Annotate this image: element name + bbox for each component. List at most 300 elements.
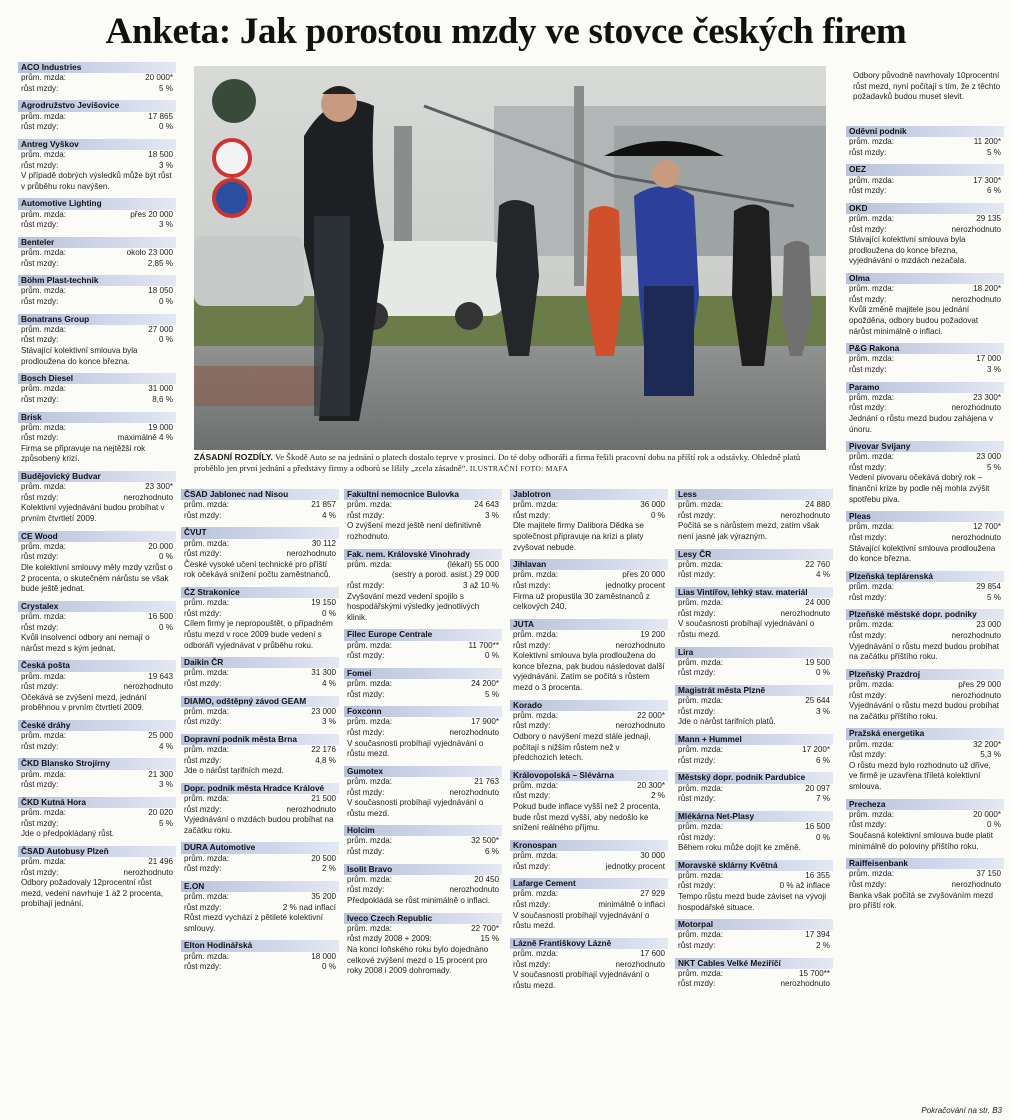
company-name: Brisk — [18, 412, 176, 423]
data-row — [846, 691, 1004, 702]
row-value: 4 % — [159, 741, 173, 751]
company-note: Banka však počítá se zvyšováním mezd pro příští rok. — [849, 890, 993, 911]
row-label: prům. mzda: — [849, 175, 894, 185]
company-note: Očekává se zvýšení mezd, jednání proběhnou v prvním čtvrtletí 2009. — [21, 692, 147, 713]
row-value: nerozhodnuto — [615, 640, 665, 650]
company-entry — [344, 913, 502, 977]
row-value: 0 % až inflace — [779, 881, 830, 891]
company-name: Královopolská – Slévárna — [510, 770, 668, 781]
row-value: 31 300 — [311, 668, 336, 678]
data-row — [510, 630, 668, 641]
row-label: prům. mzda: — [513, 889, 558, 899]
data-row — [344, 717, 502, 728]
row-label: růst mzdy: — [184, 962, 222, 972]
row-label: prům. mzda: — [513, 500, 558, 510]
company-entry — [181, 587, 339, 651]
row-value: 22 760 — [805, 559, 830, 569]
data-row — [846, 680, 1004, 691]
company-note: O zvýšení mezd ještě není definitivně rozhodnuto. — [347, 521, 482, 541]
row-value: 0 % — [651, 510, 665, 520]
row-value: maximálně 4 % — [117, 433, 173, 443]
company-entry — [846, 382, 1004, 436]
row-value: nerozhodnuto — [951, 403, 1001, 413]
data-row — [510, 500, 668, 511]
company-note: Kvůli změně majitele jsou jednání opožděna, odbory budou požadovat nárůst minimálně o inflaci. — [849, 305, 979, 336]
row-value: 18 050 — [148, 286, 173, 296]
company-name: Česká pošta — [18, 660, 176, 671]
data-row — [18, 819, 176, 830]
row-value: 29 854 — [976, 582, 1001, 592]
row-label: prům. mzda: — [849, 452, 894, 462]
row-label: růst mzdy: — [21, 682, 59, 692]
company-entry — [18, 314, 176, 368]
data-row — [344, 651, 502, 662]
row-label: růst mzdy: — [849, 879, 887, 889]
company-name: Foxconn — [344, 706, 502, 717]
row-value: nerozhodnuto — [951, 690, 1001, 700]
photo-credit: ILUSTRAČNÍ FOTO: MAFA — [469, 464, 569, 474]
data-row — [846, 620, 1004, 631]
row-label: růst mzdy: — [513, 900, 551, 910]
row-label: růst mzdy: — [21, 741, 59, 751]
row-value: 5,3 % — [980, 750, 1001, 760]
row-value: 21 500 — [311, 794, 336, 804]
data-row — [18, 672, 176, 683]
data-row — [344, 777, 502, 788]
data-row — [675, 500, 833, 511]
row-value: přes 29 000 — [958, 680, 1001, 690]
company-name: Jablotron — [510, 489, 668, 500]
row-value: jednotky procent — [605, 861, 665, 871]
company-name: Filec Europe Centrale — [344, 629, 502, 640]
company-entry — [18, 758, 176, 790]
company-name: ČZ Strakonice — [181, 587, 339, 598]
row-value: 20 500 — [311, 853, 336, 863]
company-entry — [344, 629, 502, 661]
company-name: ČKD Blansko Strojírny — [18, 758, 176, 769]
row-value: 21 857 — [311, 500, 336, 510]
company-name: ČKD Kutná Hora — [18, 797, 176, 808]
company-entry — [18, 846, 176, 910]
data-row — [18, 612, 176, 623]
row-value: 6 % — [485, 847, 499, 857]
company-name: Dopr. podnik města Hradce Králové — [181, 783, 339, 794]
row-value: 17 394 — [805, 930, 830, 940]
data-row — [344, 847, 502, 858]
row-label: prům. mzda: — [184, 500, 229, 510]
row-value: 20 000* — [973, 809, 1001, 819]
row-label: růst mzdy: — [513, 580, 551, 590]
row-value: 19 643 — [148, 671, 173, 681]
company-entry — [675, 587, 833, 641]
row-value: 3 % — [987, 364, 1001, 374]
row-label: prům. mzda: — [678, 696, 723, 706]
row-label: prům. mzda: — [21, 541, 66, 551]
data-row — [344, 836, 502, 847]
data-row — [18, 552, 176, 563]
data-row — [675, 707, 833, 718]
data-row — [846, 631, 1004, 642]
row-label: prům. mzda: — [21, 209, 66, 219]
row-label: prům. mzda: — [849, 354, 894, 364]
data-row — [344, 924, 502, 935]
row-value: nerozhodnuto — [615, 721, 665, 731]
company-note: Předpokládá se růst minimálně o inflaci. — [347, 896, 491, 906]
data-row — [510, 641, 668, 652]
row-label: prům. mzda: — [678, 598, 723, 608]
company-name: JUTA — [510, 619, 668, 630]
row-value: 2 % — [651, 791, 665, 801]
company-entry — [181, 734, 339, 777]
row-value: 22 700* — [471, 923, 499, 933]
company-name: Isolit Bravo — [344, 864, 502, 875]
data-row — [510, 889, 668, 900]
row-label: růst mzdy: — [849, 533, 887, 543]
row-label: růst mzdy: — [849, 750, 887, 760]
row-value: 35 200 — [311, 892, 336, 902]
company-name: Holcim — [344, 825, 502, 836]
row-value: 5 % — [159, 818, 173, 828]
company-entry — [18, 237, 176, 269]
row-label: prům. mzda: — [21, 769, 66, 779]
row-value: 17 000 — [976, 354, 1001, 364]
company-entry — [18, 471, 176, 525]
company-name: Mlékárna Net-Plasy — [675, 811, 833, 822]
row-value: 0 % — [159, 552, 173, 562]
row-value: 25 000 — [148, 731, 173, 741]
company-name: Pražská energetika — [846, 728, 1004, 739]
row-label: prům. mzda: — [21, 482, 66, 492]
row-value: 21 300 — [148, 769, 173, 779]
data-row — [846, 214, 1004, 225]
photo-caption — [194, 452, 826, 475]
row-value: nerozhodnuto — [951, 533, 1001, 543]
company-name: Fakultní nemocnice Bulovka — [344, 489, 502, 500]
row-label: prům. mzda: — [21, 731, 66, 741]
row-label: prům. mzda: — [184, 951, 229, 961]
row-label: růst mzdy: — [849, 631, 887, 641]
company-entry — [344, 864, 502, 907]
row-label: růst mzdy: — [347, 787, 385, 797]
company-name: CE Wood — [18, 531, 176, 542]
company-note: Počítá se s nárůstem mezd, zatím však není jasné jak výrazným. — [678, 521, 820, 541]
row-label: růst mzdy: — [678, 706, 716, 716]
row-value: 17 200* — [802, 745, 830, 755]
row-value: 2 % — [816, 941, 830, 951]
row-label: růst mzdy: — [347, 727, 385, 737]
data-row — [344, 690, 502, 701]
data-row — [675, 784, 833, 795]
data-row — [18, 325, 176, 336]
company-entry — [846, 728, 1004, 792]
data-row — [675, 658, 833, 669]
data-row — [18, 286, 176, 297]
row-value: nerozhodnuto — [615, 959, 665, 969]
company-note: Tempo růstu mezd bude záviset na vývoji hospodářské situace. — [678, 892, 827, 912]
company-entry — [846, 669, 1004, 723]
company-note: Cílem firmy je nepropouštět, o případném růstu mezd v roce 2009 bude vedení s odboráři vyjednávat v průběhu roku. — [184, 619, 333, 650]
data-row — [510, 949, 668, 960]
company-entry — [510, 619, 668, 694]
company-note: Kolektivní vyjednávání budou probíhat v prvním čtvrtletí 2009. — [21, 503, 165, 524]
data-row — [18, 857, 176, 868]
data-row — [18, 770, 176, 781]
company-name: Plzeňský Prazdroj — [846, 669, 1004, 680]
row-label: prům. mzda: — [849, 137, 894, 147]
row-label: prům. mzda: — [347, 678, 392, 688]
data-row — [181, 500, 339, 511]
row-label: růst mzdy: — [849, 294, 887, 304]
row-label: růst mzdy: — [184, 804, 222, 814]
data-row — [18, 542, 176, 553]
company-note: V současnosti probíhají vyjednávání o růstu mezd. — [347, 798, 484, 818]
company-entry — [344, 489, 502, 543]
row-value: 17 600 — [640, 949, 665, 959]
row-label: prům. mzda: — [347, 874, 392, 884]
data-row — [18, 742, 176, 753]
data-row — [675, 979, 833, 990]
row-label: růst mzdy: — [21, 160, 59, 170]
data-row — [846, 176, 1004, 187]
company-column-1 — [18, 62, 176, 916]
row-label: růst mzdy: — [849, 147, 887, 157]
company-name: Fomei — [344, 668, 502, 679]
row-value: minimálně o inflaci — [598, 900, 665, 910]
data-row — [18, 210, 176, 221]
row-value: 4,8 % — [315, 755, 336, 765]
row-value: 32 200* — [973, 739, 1001, 749]
company-entry — [18, 797, 176, 840]
company-entry — [344, 766, 502, 820]
company-name: České dráhy — [18, 720, 176, 731]
row-label: prům. mzda: — [678, 559, 723, 569]
company-note: Na konci loňského roku bylo dojednáno celkové zvýšení mezd o 15 procent pro roky 2008 i 2009 dohromady. — [347, 945, 489, 976]
row-value: 23 300* — [973, 392, 1001, 402]
data-row — [181, 854, 339, 865]
data-row — [846, 365, 1004, 376]
company-name: Benteler — [18, 237, 176, 248]
company-entry — [675, 811, 833, 854]
row-label: růst mzdy: — [678, 832, 716, 842]
company-name: P&G Rakona — [846, 343, 1004, 354]
row-value: 4 % — [322, 510, 336, 520]
row-value: 2 % nad inflací — [282, 902, 336, 912]
company-note: Firma už propustila 30 zaměstnanců z celkových 240. — [513, 591, 650, 612]
row-label: růst mzdy: — [513, 640, 551, 650]
data-row — [18, 150, 176, 161]
row-label: prům. mzda: — [347, 500, 392, 510]
data-row — [181, 756, 339, 767]
company-note: O růstu mezd bylo rozhodnuto už dříve, ve firmě je uzavřena tříletá kolektivní smlouva. — [849, 760, 991, 791]
data-row — [181, 892, 339, 903]
company-name: Daikin ČR — [181, 657, 339, 668]
row-value: 20 000* — [145, 73, 173, 83]
data-row — [18, 112, 176, 123]
row-label: růst mzdy: — [678, 941, 716, 951]
data-row — [675, 881, 833, 892]
data-row — [181, 794, 339, 805]
company-name: Motorpal — [675, 919, 833, 930]
row-label: prům. mzda: — [678, 968, 723, 978]
row-value: 22 176 — [311, 745, 336, 755]
company-entry — [846, 203, 1004, 267]
row-label: prům. mzda: — [678, 500, 723, 510]
row-label: růst mzdy: — [184, 717, 222, 727]
row-value: 5 % — [987, 462, 1001, 472]
data-row — [18, 335, 176, 346]
company-name: Lafarge Cement — [510, 878, 668, 889]
data-row — [18, 220, 176, 231]
company-entry — [510, 700, 668, 764]
row-value: 22 000* — [637, 710, 665, 720]
company-entry — [510, 559, 668, 613]
company-name: Lázně Františkovy Lázně — [510, 938, 668, 949]
data-row — [675, 745, 833, 756]
company-name: Oděvní podnik — [846, 126, 1004, 137]
row-value: 4 % — [322, 678, 336, 688]
row-value: 23 000 — [976, 620, 1001, 630]
row-value: nerozhodnuto — [780, 608, 830, 618]
row-value: okolo 23 000 — [126, 247, 173, 257]
company-entry — [510, 840, 668, 872]
company-note: Vyjednávání o mzdách budou probíhat na začátku roku. — [184, 815, 334, 835]
row-label: růst mzdy: — [21, 83, 59, 93]
row-value: 17 865 — [148, 111, 173, 121]
row-label: prům. mzda: — [184, 892, 229, 902]
company-name: OEZ — [846, 164, 1004, 175]
company-name: Dopravní podnik města Brna — [181, 734, 339, 745]
row-label: prům. mzda: — [513, 851, 558, 861]
row-label: prům. mzda: — [849, 869, 894, 879]
row-label: prům. mzda: — [849, 582, 894, 592]
data-row — [344, 885, 502, 896]
company-note: Odbory o navýšení mezd stále jednají, počítají s nižším růstem než v předchozích letech. — [513, 731, 651, 763]
row-label: prům. mzda: — [21, 324, 66, 334]
row-value: 17 900* — [471, 717, 499, 727]
data-row — [18, 84, 176, 95]
row-label: růst mzdy: — [513, 959, 551, 969]
article-title: Anketa: Jak porostou mzdy ve stovce českých firem — [105, 11, 907, 52]
data-row — [846, 284, 1004, 295]
row-value: 23 300* — [145, 482, 173, 492]
row-label: prům. mzda: — [513, 949, 558, 959]
data-row — [181, 679, 339, 690]
row-value: 0 % — [159, 622, 173, 632]
data-row — [344, 679, 502, 690]
company-entry — [675, 549, 833, 581]
company-name: OKD — [846, 203, 1004, 214]
row-value: 30 112 — [311, 538, 336, 548]
row-label: prům. mzda: — [513, 780, 558, 790]
data-row — [181, 598, 339, 609]
company-note: Firma se připravuje na nejtěžší rok způsobený krizí. — [21, 443, 146, 464]
data-row — [18, 493, 176, 504]
row-label: prům. mzda: — [21, 73, 66, 83]
company-name: Kronospan — [510, 840, 668, 851]
data-row — [18, 248, 176, 259]
company-column-2 — [181, 489, 339, 979]
company-note: Vyjednávání o růstu mezd budou probíhat na začátku příštího roku. — [849, 641, 999, 662]
row-value: 0 % — [159, 122, 173, 132]
row-label: růst mzdy: — [849, 690, 887, 700]
row-value: 18 500 — [148, 149, 173, 159]
data-row — [181, 539, 339, 550]
row-value: 16 355 — [805, 870, 830, 880]
row-value: 0 % — [816, 832, 830, 842]
row-label: růst mzdy: — [21, 433, 59, 443]
row-label: prům. mzda: — [184, 794, 229, 804]
row-value: 2 % — [322, 864, 336, 874]
company-entry — [18, 62, 176, 94]
row-value: 18 200* — [973, 284, 1001, 294]
data-row — [675, 560, 833, 571]
company-entry — [675, 647, 833, 679]
row-value: nerozhodnuto — [951, 631, 1001, 641]
data-row — [18, 259, 176, 270]
row-value: 8,6 % — [152, 394, 173, 404]
data-row — [510, 581, 668, 592]
company-entry — [181, 783, 339, 837]
company-name: Bosch Diesel — [18, 373, 176, 384]
row-label: růst mzdy: — [678, 881, 716, 891]
company-name: Mann + Hummel — [675, 734, 833, 745]
row-value: 20 000 — [148, 541, 173, 551]
company-entry — [18, 531, 176, 595]
data-row — [846, 354, 1004, 365]
company-entry — [846, 609, 1004, 663]
row-value: 0 % — [816, 668, 830, 678]
data-row — [846, 880, 1004, 891]
data-row — [18, 868, 176, 879]
row-value: 20 300* — [637, 780, 665, 790]
row-value: 29 135 — [976, 213, 1001, 223]
data-row — [344, 788, 502, 799]
data-row — [18, 731, 176, 742]
row-value: nerozhodnuto — [449, 787, 499, 797]
row-value: 27 000 — [148, 324, 173, 334]
row-value: 15 % — [480, 934, 499, 944]
data-row — [181, 903, 339, 914]
company-column-3 — [344, 489, 502, 983]
data-row — [846, 582, 1004, 593]
row-value: 6 % — [987, 186, 1001, 196]
data-row — [181, 952, 339, 963]
company-entry — [18, 412, 176, 466]
row-value: 31 000 — [148, 384, 173, 394]
row-value: 30 000 — [640, 851, 665, 861]
company-note: Odbory požadovaly 12procentní růst mezd, vedení navrhuje 1 až 2 procenta, probíhají jednání. — [21, 878, 164, 909]
row-label: růst mzdy: — [678, 608, 716, 618]
row-label: růst mzdy: — [849, 462, 887, 472]
data-row — [675, 570, 833, 581]
row-label: růst mzdy: — [347, 651, 385, 661]
row-value: 11 200* — [973, 137, 1001, 147]
company-note: Vyjednávání o růstu mezd budou probíhat na začátku příštího roku. — [849, 701, 999, 721]
company-note: České vysoké učení technické pro příští rok očekává snížení počtu zaměstnanců. — [184, 559, 331, 580]
company-entry — [675, 919, 833, 951]
row-value: 21 763 — [474, 776, 499, 786]
data-row — [675, 511, 833, 522]
company-name: Paramo — [846, 382, 1004, 393]
row-label: prům. mzda: — [21, 149, 66, 159]
row-label: prům. mzda: — [347, 640, 392, 650]
company-column-6 — [846, 126, 1004, 918]
data-row — [675, 930, 833, 941]
row-value: nerozhodnuto — [449, 885, 499, 895]
row-label: růst mzdy: — [21, 394, 59, 404]
company-entry — [181, 881, 339, 935]
row-label: prům. mzda: — [184, 538, 229, 548]
